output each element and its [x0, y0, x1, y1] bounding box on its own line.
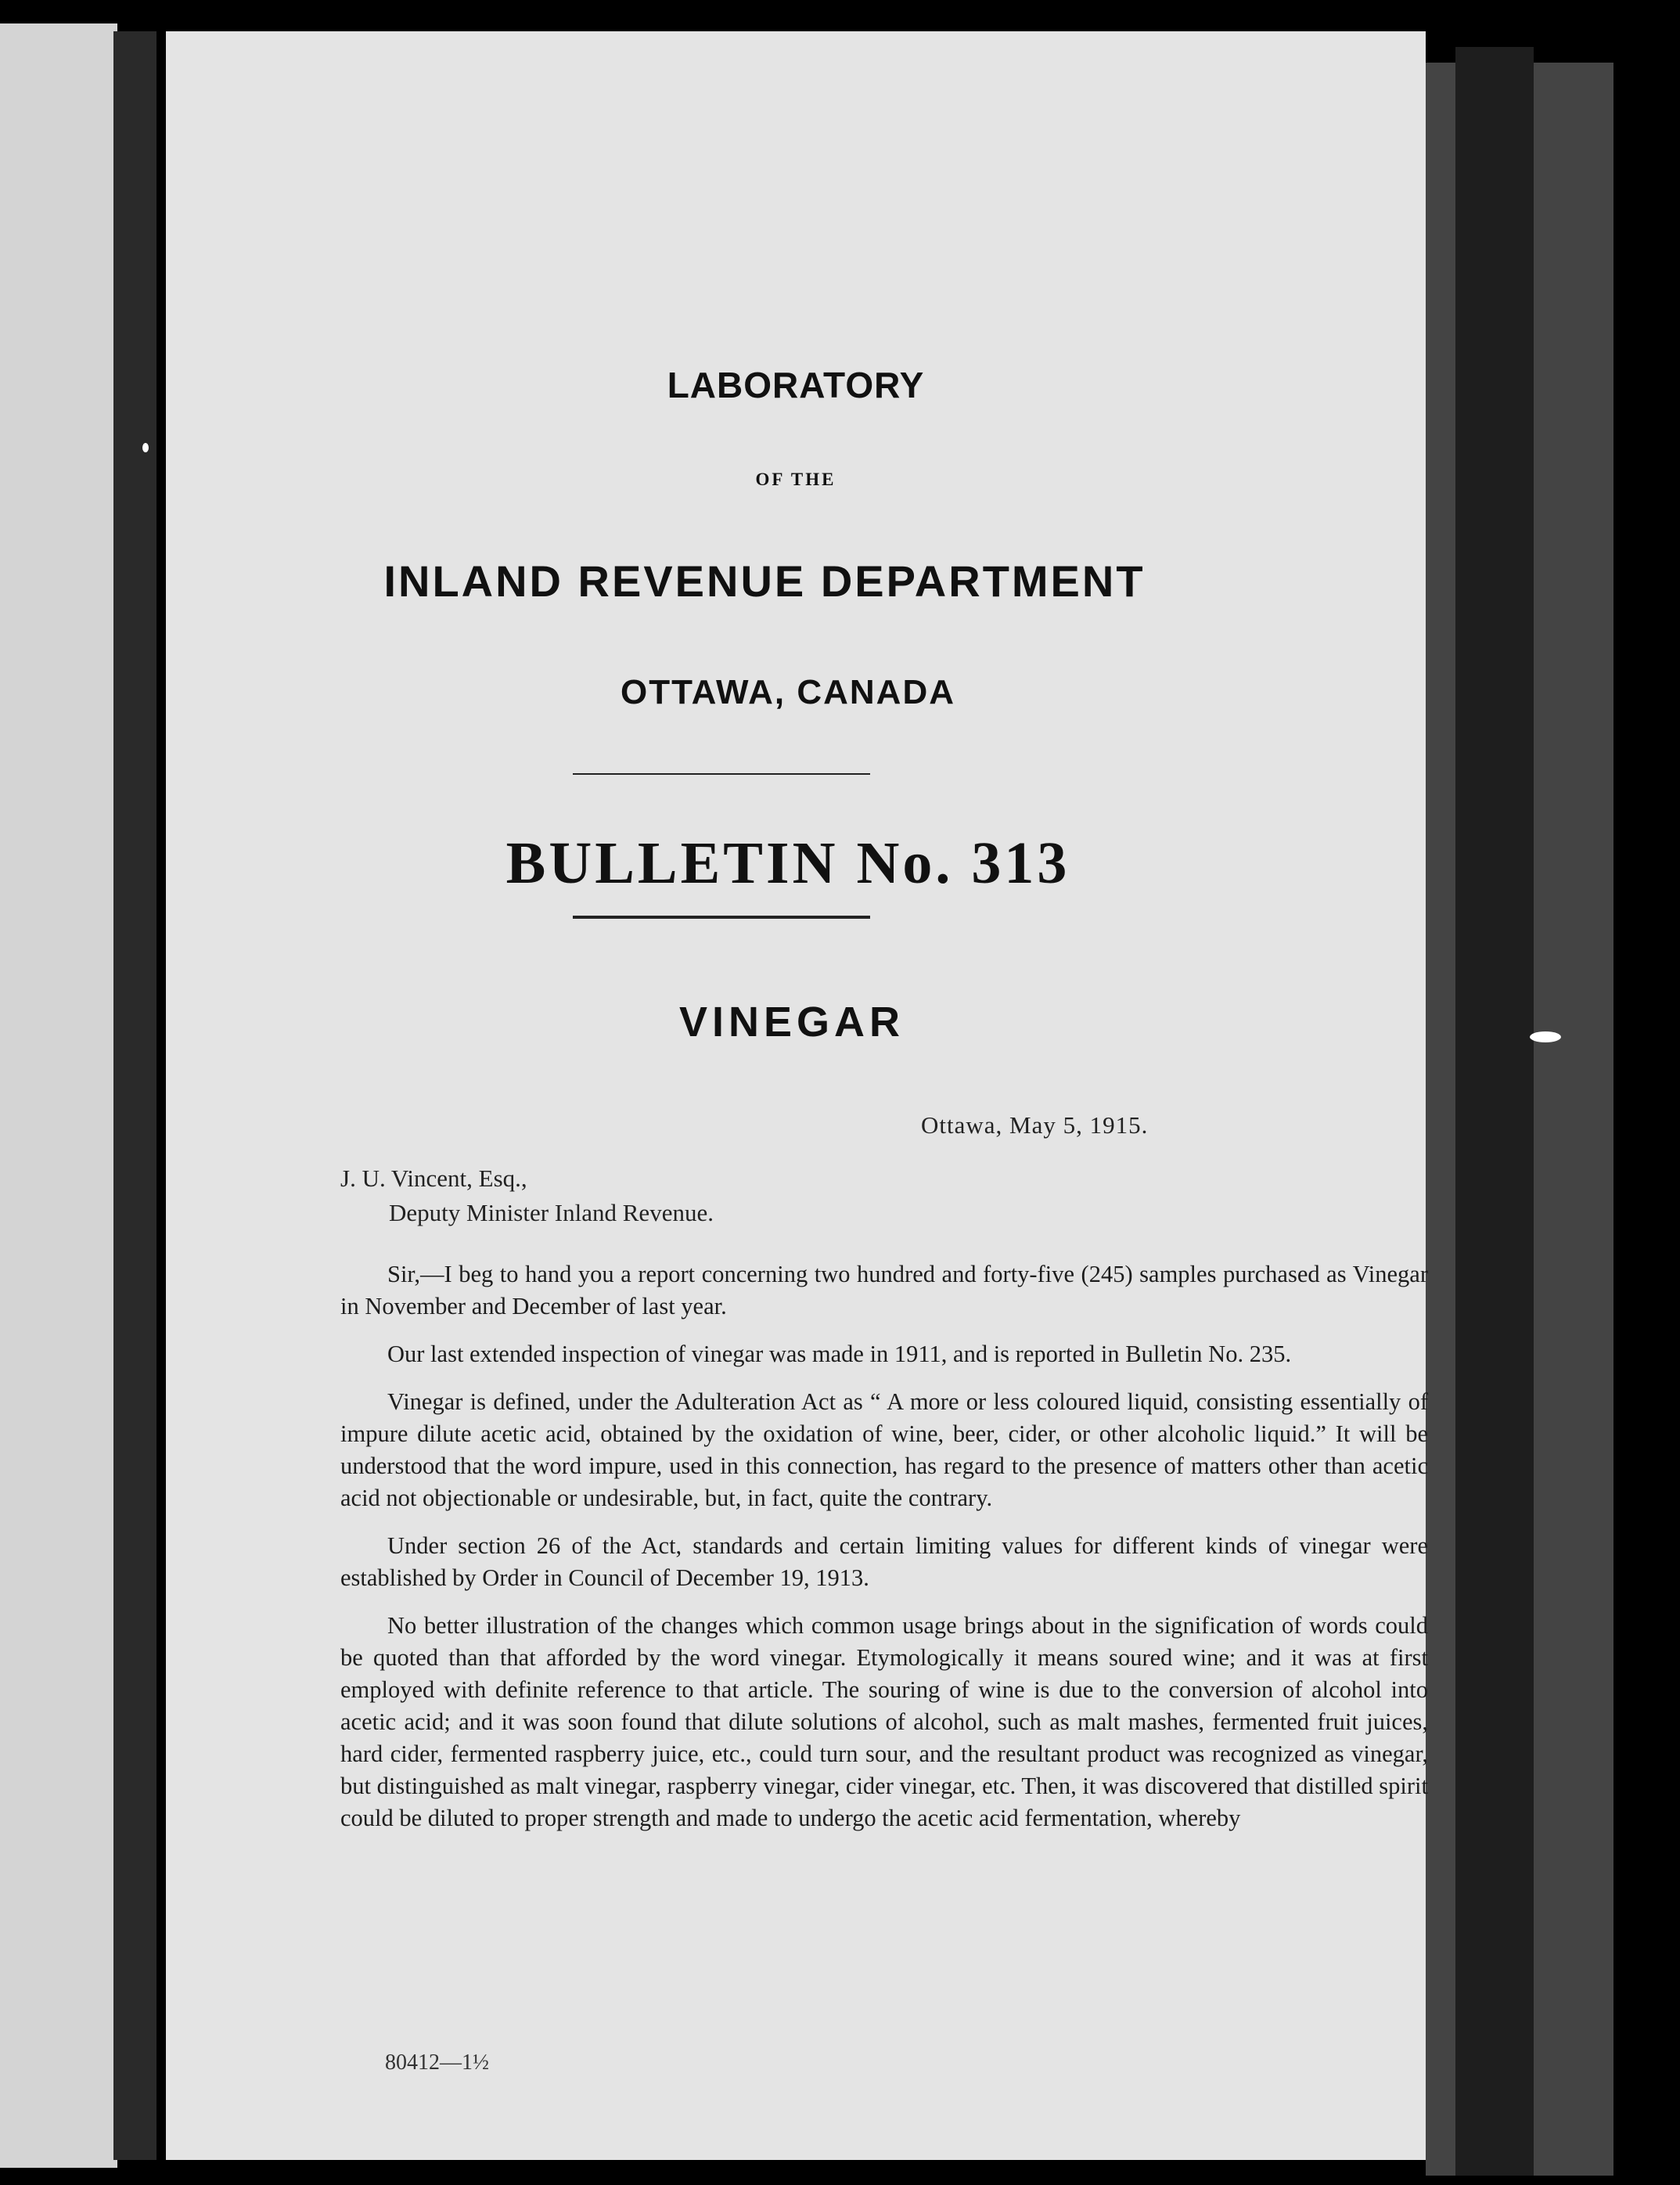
addressee-title: Deputy Minister Inland Revenue. — [389, 1199, 714, 1226]
divider-rule — [573, 773, 870, 775]
paragraph: Our last extended inspection of vinegar was made in 1911, and is reported in Bulletin No. 235. — [387, 1341, 1292, 1367]
laboratory-heading: LABORATORY — [667, 365, 925, 405]
paragraph: Vinegar is defined, under the Adulteration Act as “ A more or less coloured liquid, consisting essentially of impure dilute acetic acid, obtained by the oxidation of wine, beer, cider, or other alcoholic liquid.” It will be understood that the word impure, used in this connection, has regard to the presence of matters other than acetic acid not objectionable or undesirable, but, in fact, quite the contrary. — [340, 1388, 1428, 1511]
addressee-name: J. U. Vincent, Esq., — [340, 1164, 527, 1192]
letter-body — [340, 1258, 1428, 1850]
subject-title: VINEGAR — [678, 999, 905, 1046]
dateline: Ottawa, May 5, 1915. — [921, 1111, 1149, 1139]
print-code: 80412—1½ — [385, 2050, 489, 2075]
scan-speck — [1530, 1031, 1561, 1042]
divider-rule — [573, 916, 870, 919]
bulletin-title: BULLETIN No. 313 — [505, 830, 1070, 896]
location-heading: OTTAWA, CANADA — [620, 673, 956, 711]
department-heading: INLAND REVENUE DEPARTMENT — [383, 556, 1146, 606]
paragraph: Under section 26 of the Act, standards and certain limiting values for different kinds of vinegar were established by Order in Council of December 19, 1913. — [340, 1532, 1428, 1591]
page-stack-shadow — [1455, 47, 1534, 2176]
of-the-heading: OF THE — [755, 470, 836, 489]
adjacent-page-strip — [0, 23, 117, 2168]
paragraph: Sir,—I beg to hand you a report concerning two hundred and forty-five (245) samples purchased as Vinegar in November and December of last year. — [340, 1261, 1428, 1319]
binding-edge — [113, 31, 156, 2160]
scan-speck — [142, 443, 149, 452]
document-page — [166, 31, 1426, 2160]
paragraph: No better illustration of the changes which common usage brings about in the signification of words could be quoted than that afforded by the word vinegar. Etymologically it means soured wine; and it was at first employed with definite reference to that article. The souring of wine is due to the conversion of alcohol into acetic acid; and it was soon found that dilute solutions of alcohol, such as malt mashes, fermented fruit juices, hard cider, fermented raspberry juice, etc., could turn sour, and the resultant product was recognized as vinegar, but distinguished as malt vinegar, raspberry vinegar, cider vinegar, etc. Then, it was discovered that distilled spirit could be diluted to proper strength and made to undergo the acetic acid fermentation, whereby — [340, 1612, 1428, 1831]
